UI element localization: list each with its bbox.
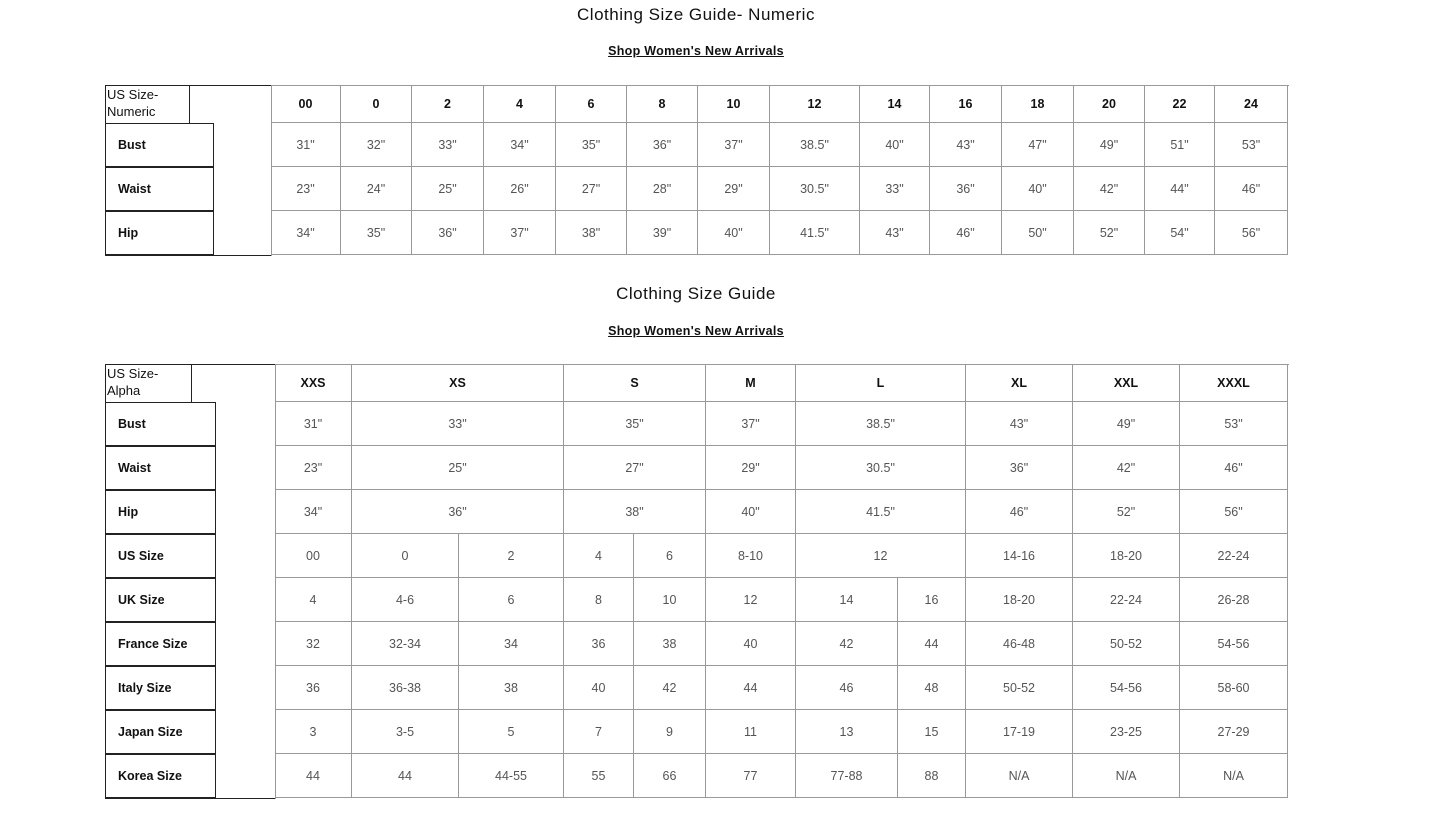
measurement-cell: 23" bbox=[271, 167, 341, 211]
size-column-header: 20 bbox=[1074, 85, 1145, 123]
measurement-cell: 31" bbox=[271, 123, 341, 167]
size-cell: 18-20 bbox=[1073, 534, 1180, 578]
shop-link-alpha[interactable] bbox=[0, 322, 1392, 340]
measurement-cell: 36" bbox=[930, 167, 1002, 211]
size-cell: 14-16 bbox=[966, 534, 1073, 578]
size-cell: 38 bbox=[634, 622, 706, 666]
size-column-header: 14 bbox=[860, 85, 930, 123]
size-cell: 30.5" bbox=[796, 446, 966, 490]
shop-new-arrivals-link[interactable]: Shop Women's New Arrivals bbox=[608, 44, 784, 58]
size-cell: 23-25 bbox=[1073, 710, 1180, 754]
size-cell: 36 bbox=[564, 622, 634, 666]
size-cell: 38" bbox=[564, 490, 706, 534]
measurement-cell: 38.5" bbox=[770, 123, 860, 167]
size-column-header: 24 bbox=[1215, 85, 1288, 123]
size-cell: 42" bbox=[1073, 446, 1180, 490]
measurement-cell: 46" bbox=[930, 211, 1002, 255]
measurement-cell: 43" bbox=[860, 211, 930, 255]
size-cell: 46" bbox=[1180, 446, 1288, 490]
size-cell: 40" bbox=[706, 490, 796, 534]
measurement-cell: 56" bbox=[1215, 211, 1288, 255]
size-cell: 16 bbox=[898, 578, 966, 622]
size-column-header: 12 bbox=[770, 85, 860, 123]
size-column-header: 10 bbox=[698, 85, 770, 123]
measurement-cell: 50" bbox=[1002, 211, 1074, 255]
size-column-header: XXL bbox=[1073, 364, 1180, 402]
size-cell: 88 bbox=[898, 754, 966, 798]
size-cell: N/A bbox=[1073, 754, 1180, 798]
size-cell: 18-20 bbox=[966, 578, 1073, 622]
measurement-cell: 38" bbox=[556, 211, 627, 255]
size-cell: 26-28 bbox=[1180, 578, 1288, 622]
size-column-header: 00 bbox=[271, 85, 341, 123]
measurement-cell: 53" bbox=[1215, 123, 1288, 167]
size-column-header: 6 bbox=[556, 85, 627, 123]
measurement-cell: 36" bbox=[412, 211, 484, 255]
size-cell: 36 bbox=[275, 666, 352, 710]
size-cell: 42 bbox=[796, 622, 898, 666]
size-cell: 46-48 bbox=[966, 622, 1073, 666]
measurement-label: Hip bbox=[105, 490, 216, 534]
size-cell: 38 bbox=[459, 666, 564, 710]
measurement-label: Hip bbox=[105, 211, 214, 255]
size-cell: 5 bbox=[459, 710, 564, 754]
measurement-cell: 47" bbox=[1002, 123, 1074, 167]
size-cell: 54-56 bbox=[1073, 666, 1180, 710]
measurement-label: Bust bbox=[105, 402, 216, 446]
size-cell: 12 bbox=[796, 534, 966, 578]
size-column-header: 16 bbox=[930, 85, 1002, 123]
measurement-cell: 51" bbox=[1145, 123, 1215, 167]
measurement-cell: 40" bbox=[860, 123, 930, 167]
size-cell: 27" bbox=[564, 446, 706, 490]
size-column-header: 8 bbox=[627, 85, 698, 123]
size-cell: 58-60 bbox=[1180, 666, 1288, 710]
size-cell: 00 bbox=[275, 534, 352, 578]
size-column-header: XXS bbox=[275, 364, 352, 402]
size-cell: 31" bbox=[275, 402, 352, 446]
measurement-cell: 35" bbox=[556, 123, 627, 167]
size-cell: 40 bbox=[706, 622, 796, 666]
size-column-header: 22 bbox=[1145, 85, 1215, 123]
measurement-label: Waist bbox=[105, 167, 214, 211]
measurement-label: US Size bbox=[105, 534, 216, 578]
measurement-cell: 39" bbox=[627, 211, 698, 255]
header-label: US Size- Numeric bbox=[105, 85, 190, 124]
measurement-label: Waist bbox=[105, 446, 216, 490]
size-cell: 13 bbox=[796, 710, 898, 754]
measurement-cell: 46" bbox=[1215, 167, 1288, 211]
size-column-header: 4 bbox=[484, 85, 556, 123]
measurement-cell: 36" bbox=[627, 123, 698, 167]
size-cell: 3-5 bbox=[352, 710, 459, 754]
size-cell: 23" bbox=[275, 446, 352, 490]
header-label: US Size- Alpha bbox=[105, 364, 192, 404]
size-cell: 44 bbox=[352, 754, 459, 798]
size-column-header: 0 bbox=[341, 85, 412, 123]
measurement-cell: 34" bbox=[271, 211, 341, 255]
size-column-header: XS bbox=[352, 364, 564, 402]
measurement-cell: 29" bbox=[698, 167, 770, 211]
size-cell: 12 bbox=[706, 578, 796, 622]
measurement-cell: 54" bbox=[1145, 211, 1215, 255]
measurement-cell: 43" bbox=[930, 123, 1002, 167]
size-cell: 34" bbox=[275, 490, 352, 534]
size-cell: 8 bbox=[564, 578, 634, 622]
size-cell: 17-19 bbox=[966, 710, 1073, 754]
size-cell: 56" bbox=[1180, 490, 1288, 534]
size-cell: 25" bbox=[352, 446, 564, 490]
size-column-header: L bbox=[796, 364, 966, 402]
size-cell: 52" bbox=[1073, 490, 1180, 534]
size-cell: 41.5" bbox=[796, 490, 966, 534]
size-cell: 46" bbox=[966, 490, 1073, 534]
size-cell: 49" bbox=[1073, 402, 1180, 446]
size-cell: 77 bbox=[706, 754, 796, 798]
size-cell: 40 bbox=[564, 666, 634, 710]
size-cell: 44 bbox=[275, 754, 352, 798]
size-cell: 11 bbox=[706, 710, 796, 754]
size-cell: 7 bbox=[564, 710, 634, 754]
measurement-cell: 37" bbox=[698, 123, 770, 167]
size-column-header: XXXL bbox=[1180, 364, 1288, 402]
size-column-header: M bbox=[706, 364, 796, 402]
size-cell: 46 bbox=[796, 666, 898, 710]
measurement-cell: 37" bbox=[484, 211, 556, 255]
size-column-header: 18 bbox=[1002, 85, 1074, 123]
size-cell: 6 bbox=[459, 578, 564, 622]
size-cell: 44 bbox=[898, 622, 966, 666]
measurement-label: France Size bbox=[105, 622, 216, 666]
size-cell: 50-52 bbox=[966, 666, 1073, 710]
size-cell: 0 bbox=[352, 534, 459, 578]
size-cell: 2 bbox=[459, 534, 564, 578]
measurement-cell: 28" bbox=[627, 167, 698, 211]
size-cell: 14 bbox=[796, 578, 898, 622]
measurement-cell: 40" bbox=[698, 211, 770, 255]
size-cell: N/A bbox=[1180, 754, 1288, 798]
size-cell: 4-6 bbox=[352, 578, 459, 622]
size-column-header: XL bbox=[966, 364, 1073, 402]
shop-new-arrivals-link[interactable]: Shop Women's New Arrivals bbox=[608, 324, 784, 338]
measurement-cell: 40" bbox=[1002, 167, 1074, 211]
measurement-cell: 27" bbox=[556, 167, 627, 211]
size-cell: 9 bbox=[634, 710, 706, 754]
shop-link-numeric[interactable] bbox=[0, 42, 1392, 60]
size-cell: 32 bbox=[275, 622, 352, 666]
size-cell: 77-88 bbox=[796, 754, 898, 798]
measurement-label: Korea Size bbox=[105, 754, 216, 798]
size-cell: 4 bbox=[564, 534, 634, 578]
measurement-cell: 32" bbox=[341, 123, 412, 167]
size-cell: 48 bbox=[898, 666, 966, 710]
size-cell: 37" bbox=[706, 402, 796, 446]
measurement-cell: 25" bbox=[412, 167, 484, 211]
size-cell: 32-34 bbox=[352, 622, 459, 666]
measurement-label: Italy Size bbox=[105, 666, 216, 710]
size-column-header: 2 bbox=[412, 85, 484, 123]
size-cell: N/A bbox=[966, 754, 1073, 798]
size-cell: 34 bbox=[459, 622, 564, 666]
size-cell: 54-56 bbox=[1180, 622, 1288, 666]
size-column-header: S bbox=[564, 364, 706, 402]
size-cell: 44 bbox=[706, 666, 796, 710]
section-title-numeric: Clothing Size Guide- Numeric bbox=[577, 5, 815, 24]
size-cell: 42 bbox=[634, 666, 706, 710]
size-cell: 4 bbox=[275, 578, 352, 622]
size-cell: 22-24 bbox=[1180, 534, 1288, 578]
size-cell: 6 bbox=[634, 534, 706, 578]
measurement-label: Japan Size bbox=[105, 710, 216, 754]
size-cell: 66 bbox=[634, 754, 706, 798]
size-cell: 36" bbox=[352, 490, 564, 534]
measurement-cell: 52" bbox=[1074, 211, 1145, 255]
measurement-cell: 33" bbox=[860, 167, 930, 211]
measurement-cell: 49" bbox=[1074, 123, 1145, 167]
measurement-label: Bust bbox=[105, 123, 214, 167]
size-cell: 35" bbox=[564, 402, 706, 446]
size-cell: 36" bbox=[966, 446, 1073, 490]
size-cell: 3 bbox=[275, 710, 352, 754]
measurement-cell: 44" bbox=[1145, 167, 1215, 211]
measurement-cell: 34" bbox=[484, 123, 556, 167]
size-cell: 38.5" bbox=[796, 402, 966, 446]
size-cell: 8-10 bbox=[706, 534, 796, 578]
measurement-cell: 42" bbox=[1074, 167, 1145, 211]
size-cell: 43" bbox=[966, 402, 1073, 446]
size-cell: 53" bbox=[1180, 402, 1288, 446]
size-cell: 22-24 bbox=[1073, 578, 1180, 622]
size-cell: 44-55 bbox=[459, 754, 564, 798]
measurement-cell: 30.5" bbox=[770, 167, 860, 211]
size-cell: 15 bbox=[898, 710, 966, 754]
size-cell: 27-29 bbox=[1180, 710, 1288, 754]
measurement-cell: 35" bbox=[341, 211, 412, 255]
measurement-cell: 33" bbox=[412, 123, 484, 167]
size-cell: 10 bbox=[634, 578, 706, 622]
measurement-cell: 26" bbox=[484, 167, 556, 211]
measurement-label: UK Size bbox=[105, 578, 216, 622]
measurement-cell: 41.5" bbox=[770, 211, 860, 255]
section-title-alpha: Clothing Size Guide bbox=[616, 284, 776, 303]
size-cell: 36-38 bbox=[352, 666, 459, 710]
size-cell: 55 bbox=[564, 754, 634, 798]
size-cell: 50-52 bbox=[1073, 622, 1180, 666]
measurement-cell: 24" bbox=[341, 167, 412, 211]
size-cell: 29" bbox=[706, 446, 796, 490]
size-cell: 33" bbox=[352, 402, 564, 446]
